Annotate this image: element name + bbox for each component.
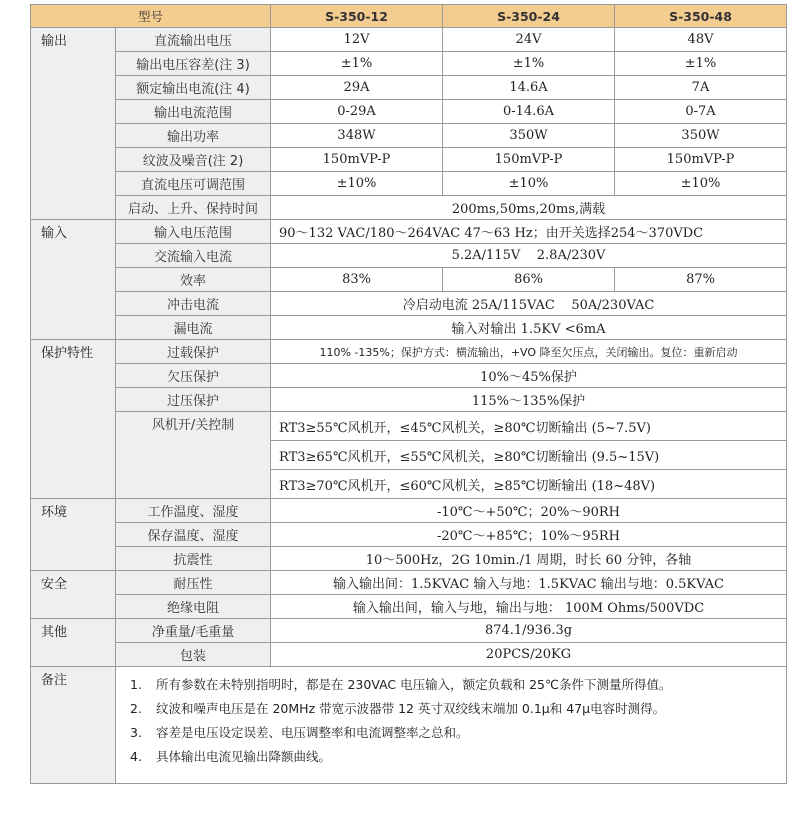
- notes-cell: [116, 667, 787, 784]
- table-row: [31, 124, 787, 148]
- cell-value: ±1%: [615, 52, 787, 76]
- cell-value: 0-14.6A: [443, 100, 615, 124]
- row-label: 过载保护: [116, 340, 271, 364]
- cell-value: 输入输出间，输入与地，输出与地： 100M Ohms/500VDC: [271, 595, 787, 619]
- row-label: 抗震性: [116, 547, 271, 571]
- cell-value: 86%: [443, 268, 615, 292]
- row-label: 输出电压容差(注 3): [116, 52, 271, 76]
- note-item: [116, 721, 786, 745]
- note-item: [116, 673, 786, 697]
- section-output-title: 输出: [31, 28, 116, 220]
- cell-value: ±10%: [615, 172, 787, 196]
- cell-value: 20PCS/20KG: [271, 643, 787, 667]
- table-row: [31, 595, 787, 619]
- row-label: 过压保护: [116, 388, 271, 412]
- table-row: [31, 364, 787, 388]
- table-row: [31, 523, 787, 547]
- cell-value: 90～132 VAC/180～264VAC 47～63 Hz；由开关选择254～370VDC: [271, 220, 787, 244]
- table-row: [31, 220, 787, 244]
- model-24: S-350-24: [443, 5, 615, 28]
- cell-value: 冷启动电流 25A/115VAC 50A/230VAC: [271, 292, 787, 316]
- cell-value: 29A: [271, 76, 443, 100]
- row-label: 输出电流范围: [116, 100, 271, 124]
- table-row: [31, 244, 787, 268]
- row-label: 直流输出电压: [116, 28, 271, 52]
- table-row: [31, 571, 787, 595]
- table-row: [31, 292, 787, 316]
- cell-value: RT3≥70℃风机开，≤60℃风机关，≥85℃切断输出 (18~48V): [271, 470, 787, 499]
- table-row: [31, 28, 787, 52]
- row-label: 耐压性: [116, 571, 271, 595]
- cell-value: 87%: [615, 268, 787, 292]
- note-item: [116, 745, 786, 769]
- cell-value: 110% -135%；保护方式：横流输出，+VO 降至欠压点，关闭输出。复位：重新启动: [271, 340, 787, 364]
- model-label: 型号: [31, 5, 271, 28]
- cell-value: RT3≥55℃风机开，≤45℃风机关，≥80℃切断输出 (5~7.5V): [271, 412, 787, 441]
- row-label: 包装: [116, 643, 271, 667]
- table-row: [31, 499, 787, 523]
- row-label: 额定输出电流(注 4): [116, 76, 271, 100]
- table-row: [31, 148, 787, 172]
- row-label: 风机开/关控制: [116, 412, 271, 499]
- cell-value: 874.1/936.3g: [271, 619, 787, 643]
- cell-value: ±1%: [443, 52, 615, 76]
- table-row: [31, 340, 787, 364]
- cell-value: 5.2A/115V 2.8A/230V: [271, 244, 787, 268]
- cell-value: -10℃～+50℃；20%～90RH: [271, 499, 787, 523]
- cell-value: 7A: [615, 76, 787, 100]
- note-number: 3.: [130, 725, 142, 740]
- section-safety-title: 安全: [31, 571, 116, 619]
- table-row: [31, 667, 787, 784]
- cell-value: 350W: [615, 124, 787, 148]
- cell-value: 输入对输出 1.5KV <6mA: [271, 316, 787, 340]
- cell-value: 14.6A: [443, 76, 615, 100]
- cell-value: 24V: [443, 28, 615, 52]
- cell-value: 0-29A: [271, 100, 443, 124]
- row-label: 漏电流: [116, 316, 271, 340]
- row-label: 纹波及噪音(注 2): [116, 148, 271, 172]
- cell-value: 10～500Hz，2G 10min./1 周期，时长 60 分钟，各轴: [271, 547, 787, 571]
- row-label: 效率: [116, 268, 271, 292]
- cell-value: ±10%: [443, 172, 615, 196]
- section-other-title: 其他: [31, 619, 116, 667]
- note-text: 纹波和噪声电压是在 20MHz 带宽示波器带 12 英寸双绞线末端加 0.1μ和 47μ电容时测得。: [156, 701, 666, 716]
- note-text: 所有参数在未特别指明时，都是在 230VAC 电压输入，额定负载和 25℃条件下测量所得值。: [156, 677, 672, 692]
- table-row: [31, 619, 787, 643]
- cell-value: 48V: [615, 28, 787, 52]
- note-text: 具体输出电流见输出降额曲线。: [156, 749, 332, 764]
- row-label: 绝缘电阻: [116, 595, 271, 619]
- cell-value: 12V: [271, 28, 443, 52]
- row-label: 净重量/毛重量: [116, 619, 271, 643]
- model-12: S-350-12: [271, 5, 443, 28]
- cell-value: 150mVP-P: [615, 148, 787, 172]
- cell-value: 115%～135%保护: [271, 388, 787, 412]
- section-protection-title: 保护特性: [31, 340, 116, 499]
- cell-value: 输入输出间：1.5KVAC 输入与地：1.5KVAC 输出与地：0.5KVAC: [271, 571, 787, 595]
- cell-value: 150mVP-P: [271, 148, 443, 172]
- cell-value: RT3≥65℃风机开，≤55℃风机关，≥80℃切断输出 (9.5~15V): [271, 441, 787, 470]
- row-label: 交流输入电流: [116, 244, 271, 268]
- note-item: [116, 697, 786, 721]
- cell-value: 350W: [443, 124, 615, 148]
- table-row: [31, 316, 787, 340]
- cell-value: ±1%: [271, 52, 443, 76]
- cell-value: 10%～45%保护: [271, 364, 787, 388]
- row-label: 输出功率: [116, 124, 271, 148]
- table-row: [31, 100, 787, 124]
- row-label: 启动、上升、保持时间: [116, 196, 271, 220]
- row-label: 输入电压范围: [116, 220, 271, 244]
- row-label: 工作温度、湿度: [116, 499, 271, 523]
- row-label: 冲击电流: [116, 292, 271, 316]
- cell-value: 83%: [271, 268, 443, 292]
- section-environment-title: 环境: [31, 499, 116, 571]
- table-row: [31, 172, 787, 196]
- section-input-title: 输入: [31, 220, 116, 340]
- table-row: [31, 388, 787, 412]
- cell-value: 348W: [271, 124, 443, 148]
- note-text: 容差是电压设定误差、电压调整率和电流调整率之总和。: [156, 725, 469, 740]
- row-label: 保存温度、湿度: [116, 523, 271, 547]
- cell-value: ±10%: [271, 172, 443, 196]
- table-row: [31, 268, 787, 292]
- section-notes-title: 备注: [31, 667, 116, 784]
- note-number: 1.: [130, 677, 142, 692]
- table-row: [31, 52, 787, 76]
- row-label: 欠压保护: [116, 364, 271, 388]
- row-label: 直流电压可调范围: [116, 172, 271, 196]
- table-row: [31, 547, 787, 571]
- model-48: S-350-48: [615, 5, 787, 28]
- cell-value: 200ms,50ms,20ms,满载: [271, 196, 787, 220]
- cell-value: 150mVP-P: [443, 148, 615, 172]
- note-number: 4.: [130, 749, 142, 764]
- table-row: [31, 643, 787, 667]
- table-row: [31, 196, 787, 220]
- table-row: [31, 412, 787, 441]
- note-number: 2.: [130, 701, 142, 716]
- header-row: [31, 5, 787, 28]
- spec-table: [30, 4, 787, 784]
- cell-value: 0-7A: [615, 100, 787, 124]
- cell-value: -20℃～+85℃；10%～95RH: [271, 523, 787, 547]
- table-row: [31, 76, 787, 100]
